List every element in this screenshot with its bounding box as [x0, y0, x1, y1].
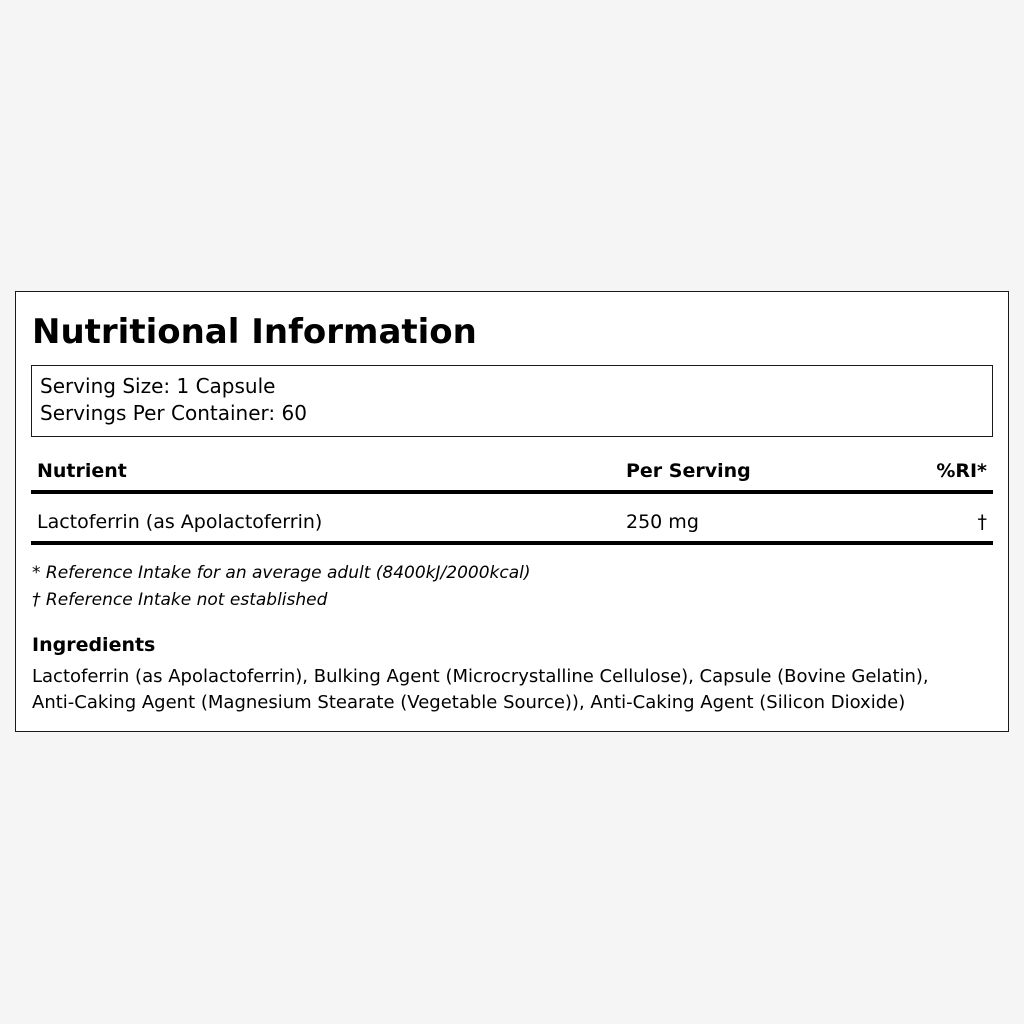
nutrient-table: [31, 452, 993, 545]
serving-info-box: [31, 365, 993, 437]
table-header-row: [31, 452, 993, 494]
header-nutrient: Nutrient: [37, 460, 127, 482]
label-title: Nutritional Information: [32, 312, 477, 352]
footnote-reference-intake: * Reference Intake for an average adult (8400kJ/2000kcal): [32, 563, 531, 583]
header-ri: %RI*: [936, 460, 987, 482]
ingredients-heading: Ingredients: [32, 634, 156, 656]
table-row: [31, 494, 993, 545]
ingredients-list: Lactoferrin (as Apolactoferrin), Bulking Agent (Microcrystalline Cellulose), Capsule (Bovine Gelatin), Anti-Caking Agent (Magnesium Stearate (Vegetable Source)), Anti-Caking Agent (Silicon Dioxide): [32, 666, 929, 713]
servings-per-container: Servings Per Container: 60: [40, 401, 307, 425]
footnote-not-established: † Reference Intake not established: [32, 590, 328, 610]
serving-size: Serving Size: 1 Capsule: [40, 374, 276, 398]
footnotes: [32, 560, 531, 614]
nutrition-label-panel: [15, 291, 1009, 732]
header-per-serving: Per Serving: [626, 460, 751, 482]
nutrient-amount: 250 mg: [626, 511, 699, 533]
nutrient-name: Lactoferrin (as Apolactoferrin): [37, 511, 323, 533]
nutrient-ri: †: [977, 511, 987, 533]
